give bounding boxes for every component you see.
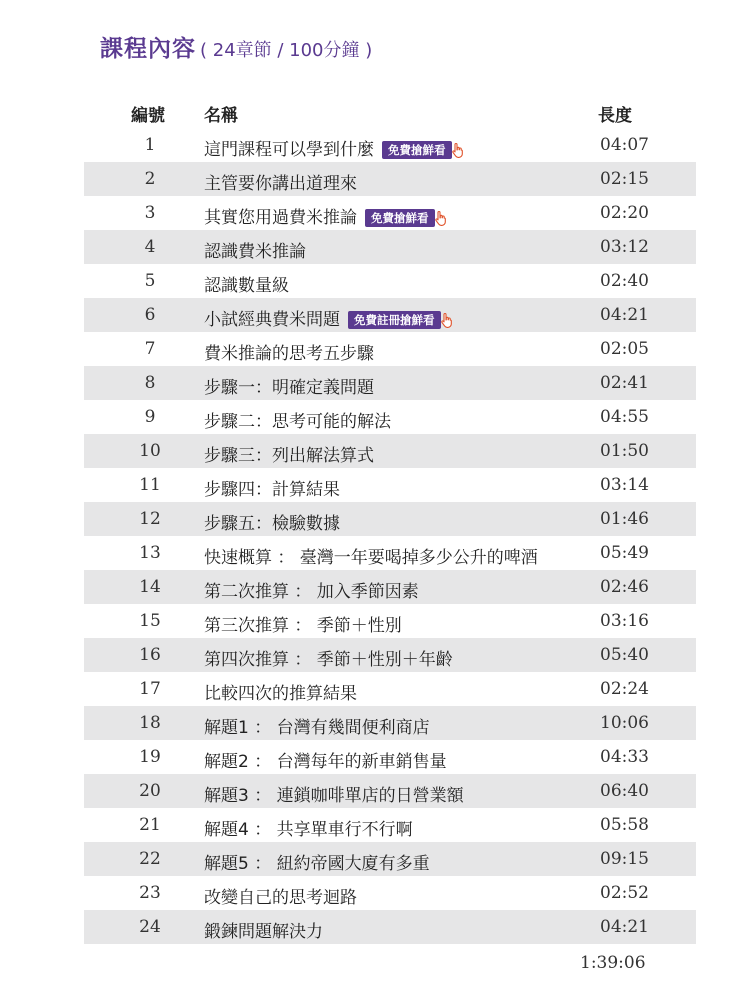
- chapter-title: 其實您用過費米推論: [204, 208, 357, 228]
- chapter-number: 13: [139, 543, 161, 563]
- chapter-title: 改變自己的思考迴路: [204, 888, 357, 908]
- chapter-title: 解題4 ： 共享單車行不行啊: [204, 820, 413, 840]
- chapter-title-cell: [204, 373, 374, 398]
- chapter-number: 11: [139, 475, 161, 495]
- chapter-title-cell: [204, 849, 430, 874]
- chapter-title: 認識費米推論: [204, 242, 306, 262]
- chapter-title-cell: [204, 339, 374, 364]
- chapter-title-cell: [204, 917, 323, 942]
- chapter-title-cell: [204, 203, 449, 228]
- column-header-no: 編號: [131, 106, 165, 126]
- chapter-number: 22: [139, 849, 161, 869]
- chapter-title-cell: [204, 305, 455, 330]
- chapter-title-cell: [204, 169, 357, 194]
- chapter-title: 步驟二：思考可能的解法: [204, 412, 391, 432]
- chapter-length: 02:46: [600, 577, 649, 597]
- chapter-length: 03:12: [600, 237, 649, 257]
- chapter-title: 這門課程可以學到什麼: [204, 140, 374, 160]
- free-preview-badge-button[interactable]: [348, 311, 455, 329]
- chapter-length: 01:46: [600, 509, 649, 529]
- free-preview-badge: 免費搶鮮看: [365, 209, 435, 227]
- table-row[interactable]: [84, 196, 696, 230]
- chapter-length: 04:33: [600, 747, 649, 767]
- chapter-length: 02:05: [600, 339, 649, 359]
- chapter-length: 02:24: [600, 679, 649, 699]
- chapter-number: 4: [144, 237, 156, 257]
- table-row[interactable]: [84, 298, 696, 332]
- chapter-number: 21: [139, 815, 161, 835]
- chapter-title-cell: [204, 883, 357, 908]
- chapter-length: 02:40: [600, 271, 649, 291]
- chapter-title-cell: [204, 509, 340, 534]
- table-row[interactable]: [84, 774, 696, 808]
- chapter-number: 7: [144, 339, 156, 359]
- chapter-number: 2: [144, 169, 156, 189]
- chapter-title-cell: [204, 543, 538, 568]
- chapter-title: 比較四次的推算結果: [204, 684, 357, 704]
- page-title: 課程內容: [100, 36, 196, 62]
- table-row[interactable]: [84, 366, 696, 400]
- chapter-length: 02:20: [600, 203, 649, 223]
- chapter-title-cell: [204, 135, 466, 160]
- table-row[interactable]: [84, 264, 696, 298]
- chapter-title: 解題1 ： 台灣有幾間便利商店: [204, 718, 430, 738]
- chapter-title: 解題2 ： 台灣每年的新車銷售量: [204, 752, 447, 772]
- table-row[interactable]: [84, 468, 696, 502]
- chapter-length: 05:58: [600, 815, 649, 835]
- table-row[interactable]: [84, 604, 696, 638]
- chapter-length: 05:49: [600, 543, 649, 563]
- chapter-length: 02:41: [600, 373, 649, 393]
- chapter-title-cell: [204, 237, 306, 262]
- chapter-list: [84, 128, 696, 944]
- chapter-number: 9: [144, 407, 156, 427]
- chapter-number: 8: [144, 373, 156, 393]
- chapter-title: 第三次推算 ： 季節＋性別: [204, 616, 402, 636]
- chapter-number: 19: [139, 747, 161, 767]
- chapter-length: 02:52: [600, 883, 649, 903]
- chapter-number: 15: [139, 611, 161, 631]
- chapter-title-cell: [204, 645, 453, 670]
- chapter-title-cell: [204, 781, 464, 806]
- chapter-length: 03:16: [600, 611, 649, 631]
- chapter-title: 解題5 ： 紐約帝國大廈有多重: [204, 854, 430, 874]
- pointing-hand-icon: [433, 210, 449, 226]
- chapter-title-cell: [204, 475, 340, 500]
- chapter-title: 快速概算 ： 臺灣一年要喝掉多少公升的啤酒: [204, 548, 538, 568]
- chapter-length: 01:50: [600, 441, 649, 461]
- table-row[interactable]: [84, 740, 696, 774]
- table-row[interactable]: [84, 502, 696, 536]
- chapter-title: 主管要你講出道理來: [204, 174, 357, 194]
- chapter-title: 步驟四：計算結果: [204, 480, 340, 500]
- chapter-title: 費米推論的思考五步驟: [204, 344, 374, 364]
- table-row[interactable]: [84, 570, 696, 604]
- chapter-number: 10: [139, 441, 161, 461]
- chapter-title-cell: [204, 611, 402, 636]
- chapter-length: 09:15: [600, 849, 649, 869]
- table-row[interactable]: [84, 128, 696, 162]
- table-row[interactable]: [84, 162, 696, 196]
- column-header-name: 名稱: [204, 106, 238, 126]
- chapter-title: 第二次推算 ： 加入季節因素: [204, 582, 419, 602]
- chapter-title-cell: [204, 577, 419, 602]
- table-row[interactable]: [84, 400, 696, 434]
- column-header-length: 長度: [598, 106, 632, 126]
- chapter-title-cell: [204, 407, 391, 432]
- chapter-number: 20: [139, 781, 161, 801]
- chapter-length: 04:55: [600, 407, 649, 427]
- chapter-number: 23: [139, 883, 161, 903]
- chapter-title: 解題3 ： 連鎖咖啡單店的日營業額: [204, 786, 464, 806]
- chapter-number: 14: [139, 577, 161, 597]
- chapter-length: 10:06: [600, 713, 649, 733]
- table-header: [84, 94, 696, 128]
- free-preview-badge: 免費註冊搶鮮看: [348, 311, 441, 329]
- chapter-title-cell: [204, 441, 374, 466]
- chapter-number: 1: [144, 135, 156, 155]
- chapter-title: 步驟五：檢驗數據: [204, 514, 340, 534]
- chapter-title-cell: [204, 271, 289, 296]
- chapter-title-cell: [204, 747, 447, 772]
- chapter-number: 18: [139, 713, 161, 733]
- chapter-title: 鍛鍊問題解決力: [204, 922, 323, 942]
- chapter-title: 小試經典費米問題: [204, 310, 340, 330]
- table-row[interactable]: [84, 332, 696, 366]
- table-row[interactable]: [84, 706, 696, 740]
- chapter-table: [84, 94, 696, 944]
- chapter-number: 17: [139, 679, 161, 699]
- pointing-hand-icon: [439, 312, 455, 328]
- table-row[interactable]: [84, 638, 696, 672]
- chapter-number: 16: [139, 645, 161, 665]
- free-preview-badge: 免費搶鮮看: [382, 141, 452, 159]
- chapter-number: 24: [139, 917, 161, 937]
- chapter-length: 05:40: [600, 645, 649, 665]
- table-row[interactable]: [84, 536, 696, 570]
- chapter-number: 12: [139, 509, 161, 529]
- table-row[interactable]: [84, 808, 696, 842]
- free-preview-badge-button[interactable]: [365, 209, 449, 227]
- page-subtitle: ( 24章節 / 100分鐘 ): [200, 40, 373, 61]
- chapter-length: 04:21: [600, 305, 649, 325]
- chapter-number: 6: [144, 305, 156, 325]
- table-row[interactable]: [84, 876, 696, 910]
- chapter-title: 步驟三：列出解法算式: [204, 446, 374, 466]
- chapter-title: 第四次推算 ： 季節＋性別＋年齡: [204, 650, 453, 670]
- table-row[interactable]: [84, 230, 696, 264]
- chapter-title-cell: [204, 815, 413, 840]
- chapter-length: 06:40: [600, 781, 649, 801]
- course-content-heading: [100, 30, 372, 63]
- total-duration: 1:39:06: [580, 953, 646, 973]
- table-row[interactable]: [84, 910, 696, 944]
- free-preview-badge-button[interactable]: [382, 141, 466, 159]
- chapter-length: 04:21: [600, 917, 649, 937]
- chapter-length: 04:07: [600, 135, 649, 155]
- chapter-title-cell: [204, 713, 430, 738]
- table-row[interactable]: [84, 842, 696, 876]
- chapter-length: 03:14: [600, 475, 649, 495]
- chapter-title-cell: [204, 679, 357, 704]
- chapter-length: 02:15: [600, 169, 649, 189]
- pointing-hand-icon: [450, 142, 466, 158]
- table-row[interactable]: [84, 434, 696, 468]
- chapter-title: 步驟一：明確定義問題: [204, 378, 374, 398]
- chapter-title: 認識數量級: [204, 276, 289, 296]
- chapter-number: 3: [144, 203, 156, 223]
- chapter-number: 5: [144, 271, 156, 291]
- table-row[interactable]: [84, 672, 696, 706]
